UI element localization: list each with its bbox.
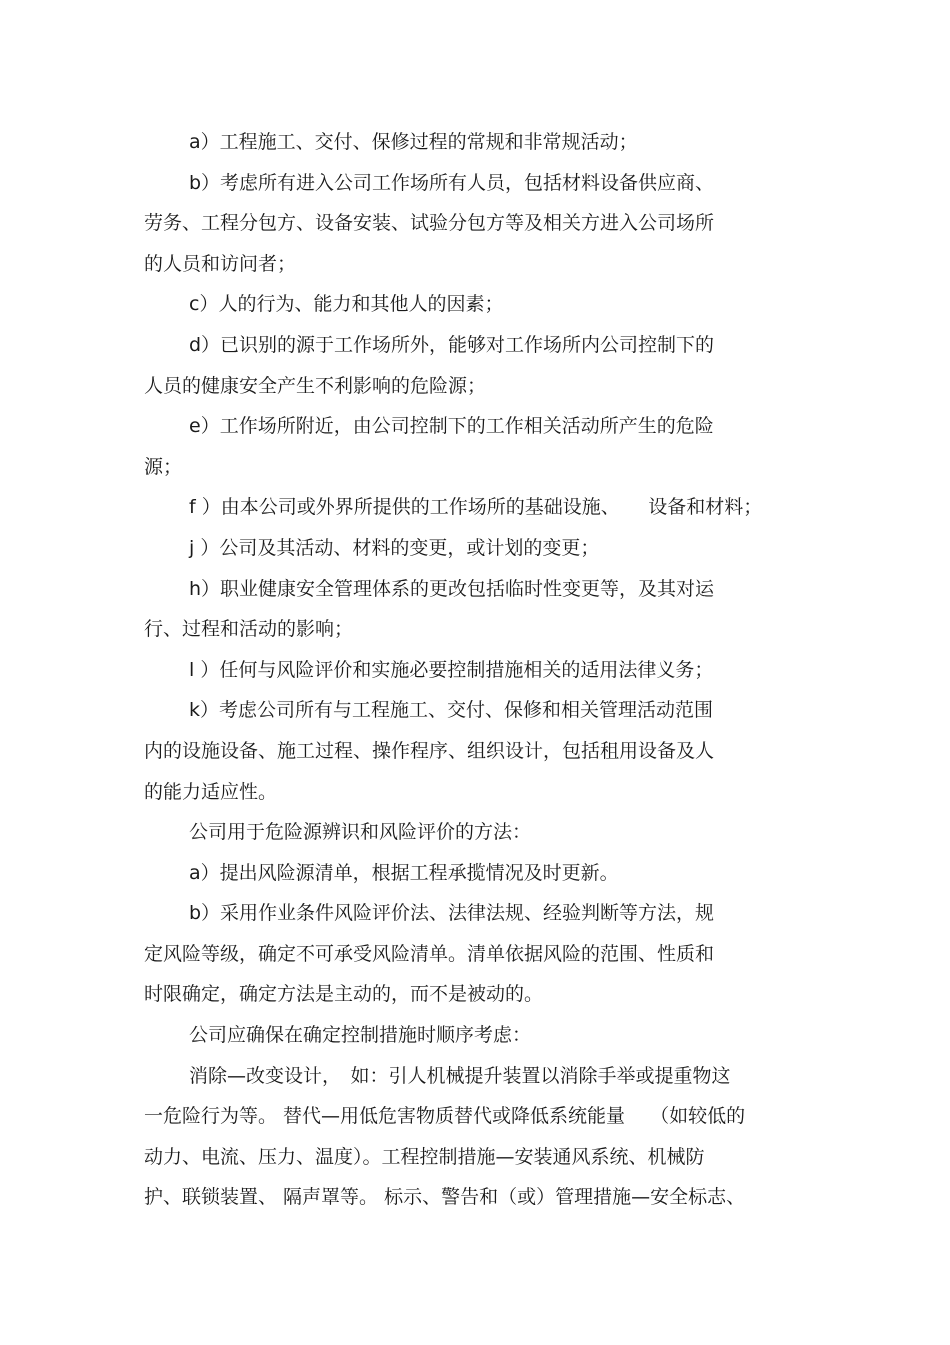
text-line: 源； <box>144 455 183 478</box>
text-line: d）已识别的源于工作场所外，能够对工作场所内公司控制下的 <box>189 333 715 356</box>
text-line: 内的设施设备、施工过程、操作程序、组织设计，包括租用设备及人 <box>144 739 715 762</box>
paragraph-list-item-b-personnel <box>144 163 808 285</box>
body-text <box>144 122 808 1218</box>
paragraph-list-item-a-activities <box>144 122 808 163</box>
text-line: 公司用于危险源辨识和风险评价的方法： <box>189 821 532 844</box>
text-line: a）提出风险源清单，根据工程承揽情况及时更新。 <box>189 861 619 884</box>
text-line: 劳务、工程分包方、设备安装、试验分包方等及相关方进入公司场所 <box>144 212 715 235</box>
paragraph-methods-intro <box>144 812 808 853</box>
paragraph-list-item-k-adaptability <box>144 690 808 812</box>
text-line: 时限确定，确定方法是主动的，而不是被动的。 <box>144 983 544 1006</box>
text-line: 动力、电流、压力、温度）。工程控制措施—安装通风系统、机械防 <box>144 1145 705 1168</box>
text-line: b）采用作业条件风险评价法、法律法规、经验判断等方法，规 <box>189 902 715 925</box>
text-line: 人员的健康安全产生不利影响的危险源； <box>144 374 487 397</box>
text-line: 消除—改变设计， 如：引人机械提升装置以消除手举或提重物这 <box>189 1064 731 1087</box>
text-line: h）职业健康安全管理体系的更改包括临时性变更等，及其对运 <box>189 577 715 600</box>
text-line: 的能力适应性。 <box>144 780 278 803</box>
paragraph-control-measures <box>144 1056 808 1218</box>
text-line: 一危险行为等。 替代—用低危害物质替代或降低系统能量 （如较低的 <box>144 1105 746 1128</box>
text-line: a）工程施工、交付、保修过程的常规和非常规活动； <box>189 131 638 153</box>
text-line: e）工作场所附近，由公司控制下的工作相关活动所产生的危险 <box>189 415 714 438</box>
paragraph-list-item-j-changes <box>144 528 808 569</box>
paragraph-method-a-risk-list <box>144 853 808 894</box>
paragraph-method-b-evaluation <box>144 893 808 1015</box>
paragraph-control-order-intro <box>144 1015 808 1056</box>
text-line: 公司应确保在确定控制措施时顺序考虑： <box>189 1024 532 1047</box>
paragraph-list-item-c-human-factors <box>144 284 808 325</box>
paragraph-list-item-d-external-sources <box>144 325 808 406</box>
paragraph-list-item-e-nearby-hazards <box>144 406 808 487</box>
text-line: b）考虑所有进入公司工作场所有人员，包括材料设备供应商、 <box>189 171 715 194</box>
paragraph-list-item-h-system-changes <box>144 569 808 650</box>
text-line: 定风险等级，确定不可承受风险清单。清单依据风险的范围、性质和 <box>144 942 715 965</box>
text-line: f ）由本公司或外界所提供的工作场所的基础设施、 设备和材料； <box>189 496 763 519</box>
paragraph-list-item-f-infrastructure <box>144 487 808 528</box>
text-line: k）考虑公司所有与工程施工、交付、保修和相关管理活动范围 <box>189 699 714 722</box>
text-line: 的人员和访问者； <box>144 252 297 275</box>
text-line: 行、过程和活动的影响； <box>144 618 354 641</box>
text-line: l ）任何与风险评价和实施必要控制措施相关的适用法律义务； <box>189 658 714 681</box>
text-line: 护、联锁装置、 隔声罩等。 标示、警告和（或）管理措施—安全标志、 <box>144 1186 746 1209</box>
text-line: c）人的行为、能力和其他人的因素； <box>189 293 504 316</box>
text-line: j ）公司及其活动、材料的变更，或计划的变更； <box>189 536 600 559</box>
paragraph-list-item-l-legal-obligations <box>144 650 808 691</box>
